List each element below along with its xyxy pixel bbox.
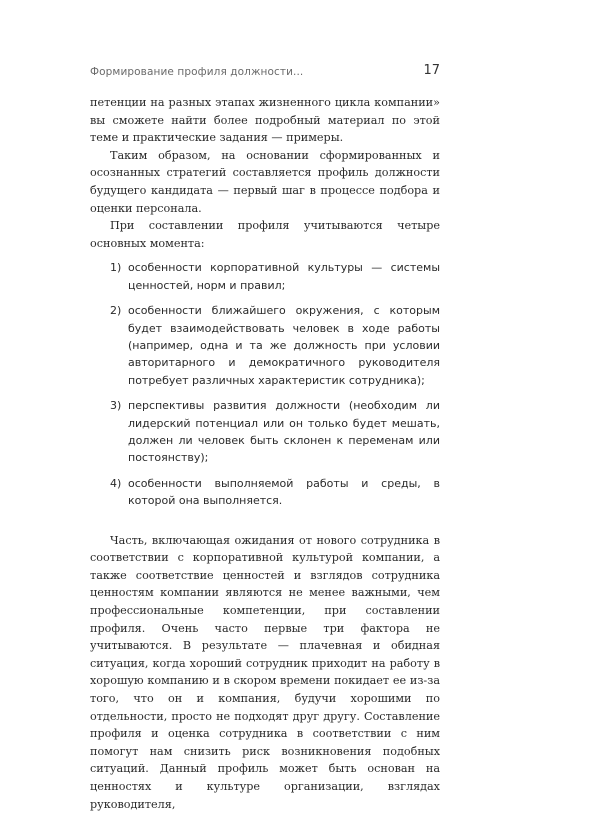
page-number: 17	[423, 63, 440, 78]
paragraph-continuation: петенции на разных этапах жизненного цикла компании» вы сможете найти более подробный материал по этой теме и практические задания — примеры.	[90, 96, 440, 145]
list-item-number: 3)	[110, 399, 122, 413]
list-item-text: особенности корпоративной культуры — системы ценностей, норм и правил;	[128, 261, 440, 292]
list-item-number: 2)	[110, 304, 122, 318]
paragraph-expectations: Часть, включающая ожидания от нового сотрудника в соответствии с корпоративной культурой компании, а также соответствие ценностей и взглядов сотрудника ценностям компании являются не менее важными, чем профессиональные компетенции, при составлении профиля. Очень часто первые три фактора не учитываются. В результате — плачевная и обидная ситуация, когда хороший сотрудник приходит на работу в хорошую компанию и в скором времени покидает ее из-за того, что он и компания, будучи хорошими по отдельности, просто не подходят друг другу. Составление профиля и оценка сотрудника в соответствии с ним помогут нам снизить риск возникновения подобных ситуаций. Данный профиль может быть основан на ценностях и культуре организации, взглядах руководителя,	[90, 533, 440, 811]
list-item	[90, 259, 440, 294]
list-item	[90, 397, 440, 467]
considerations-list	[90, 259, 440, 509]
list-item-number: 4)	[110, 476, 122, 490]
paragraph-strategies: Таким образом, на основании сформированных и осознанных стратегий составляется профиль должности будущего кандидата — первый шаг в процессе подбора и оценки персонала.	[90, 148, 440, 215]
paragraph-list-intro: При составлении профиля учитываются четыре основных момента:	[90, 219, 440, 250]
list-item-text: особенности выполняемой работы и среды, в которой она выполняется.	[128, 476, 440, 508]
list-item-text: особенности ближайшего окружения, с которым будет взаимодействовать человек в ходе работы (например, одна и та же должность при условии авторитарного и демократичного руководителя потребует различных характеристик сотрудника);	[128, 304, 440, 387]
list-item-text: перспективы развития должности (необходим ли лидерский потенциал или он только будет мешать, должен ли человек быть склонен к переменам или постоянству);	[128, 399, 440, 465]
running-head: Формирование профиля должности...	[90, 66, 304, 78]
list-item	[90, 302, 440, 389]
page-body	[90, 94, 440, 813]
section-gap	[90, 518, 440, 532]
list-item-number: 1)	[110, 261, 122, 275]
list-item	[90, 475, 440, 510]
